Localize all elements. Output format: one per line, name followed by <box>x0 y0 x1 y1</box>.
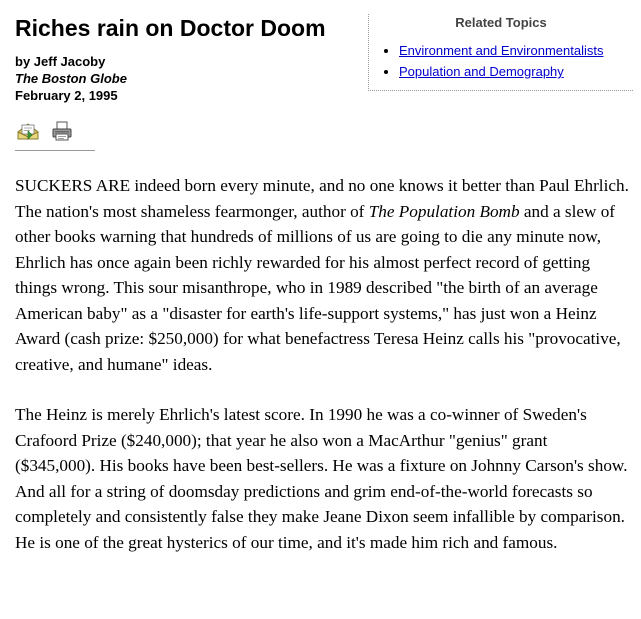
article-body <box>15 173 631 580</box>
topic-link-environment[interactable]: Environment and Environmentalists <box>399 43 604 58</box>
publication-name: The Boston Globe <box>15 71 127 86</box>
publish-date: February 2, 1995 <box>15 88 118 103</box>
paragraph: The Heinz is merely Ehrlich's latest score. In 1990 he was a co-winner of Sweden's Crafoord Prize ($240,000); that year he also won a MacArthur "genius" grant ($345,000). His books have been best-sellers. He was a fixture on Johnny Carson's show. And all for a string of doomsday predictions and grim end-of-the-world forecasts so completely and consistently false they make Jeane Dixon seem infallible by comparison. He is one of the great hysterics of our time, and it's made him rich and famous. <box>15 405 628 552</box>
paragraph-text: and a slew of other books warning that hundreds of millions of us are going to die any minute now, Ehrlich has once again been richly rewarded for his almost perfect record of getting things wrong. This sour misanthrope, who in 1989 described "the birth of an average American baby" as a "disaster for earth's life-support systems," has just won a Heinz Award (cash prize: $250,000) for what benefactress Teresa Heinz calls his "provocative, creative, and humane" ideas. <box>15 201 621 374</box>
book-title: The Population Bomb <box>368 201 520 221</box>
byline <box>15 53 127 104</box>
article-headline: Riches rain on Doctor Doom <box>15 15 326 41</box>
list-item <box>399 40 604 61</box>
related-topics-title: Related Topics <box>455 15 547 30</box>
email-envelope-icon[interactable] <box>17 120 39 142</box>
printer-icon[interactable] <box>51 120 73 142</box>
author-line: by Jeff Jacoby <box>15 54 106 69</box>
related-topics-list <box>383 40 604 82</box>
list-item <box>399 61 604 82</box>
paragraph-text: SUCKERS ARE indeed born every minute, and no one knows it better than Paul Ehrlich. The nation's most shameless fearmonger, author of <box>15 176 629 221</box>
paragraph <box>15 173 631 377</box>
topic-link-population[interactable]: Population and Demography <box>399 64 564 79</box>
article-tools <box>15 118 95 151</box>
related-topics-box <box>368 14 633 91</box>
